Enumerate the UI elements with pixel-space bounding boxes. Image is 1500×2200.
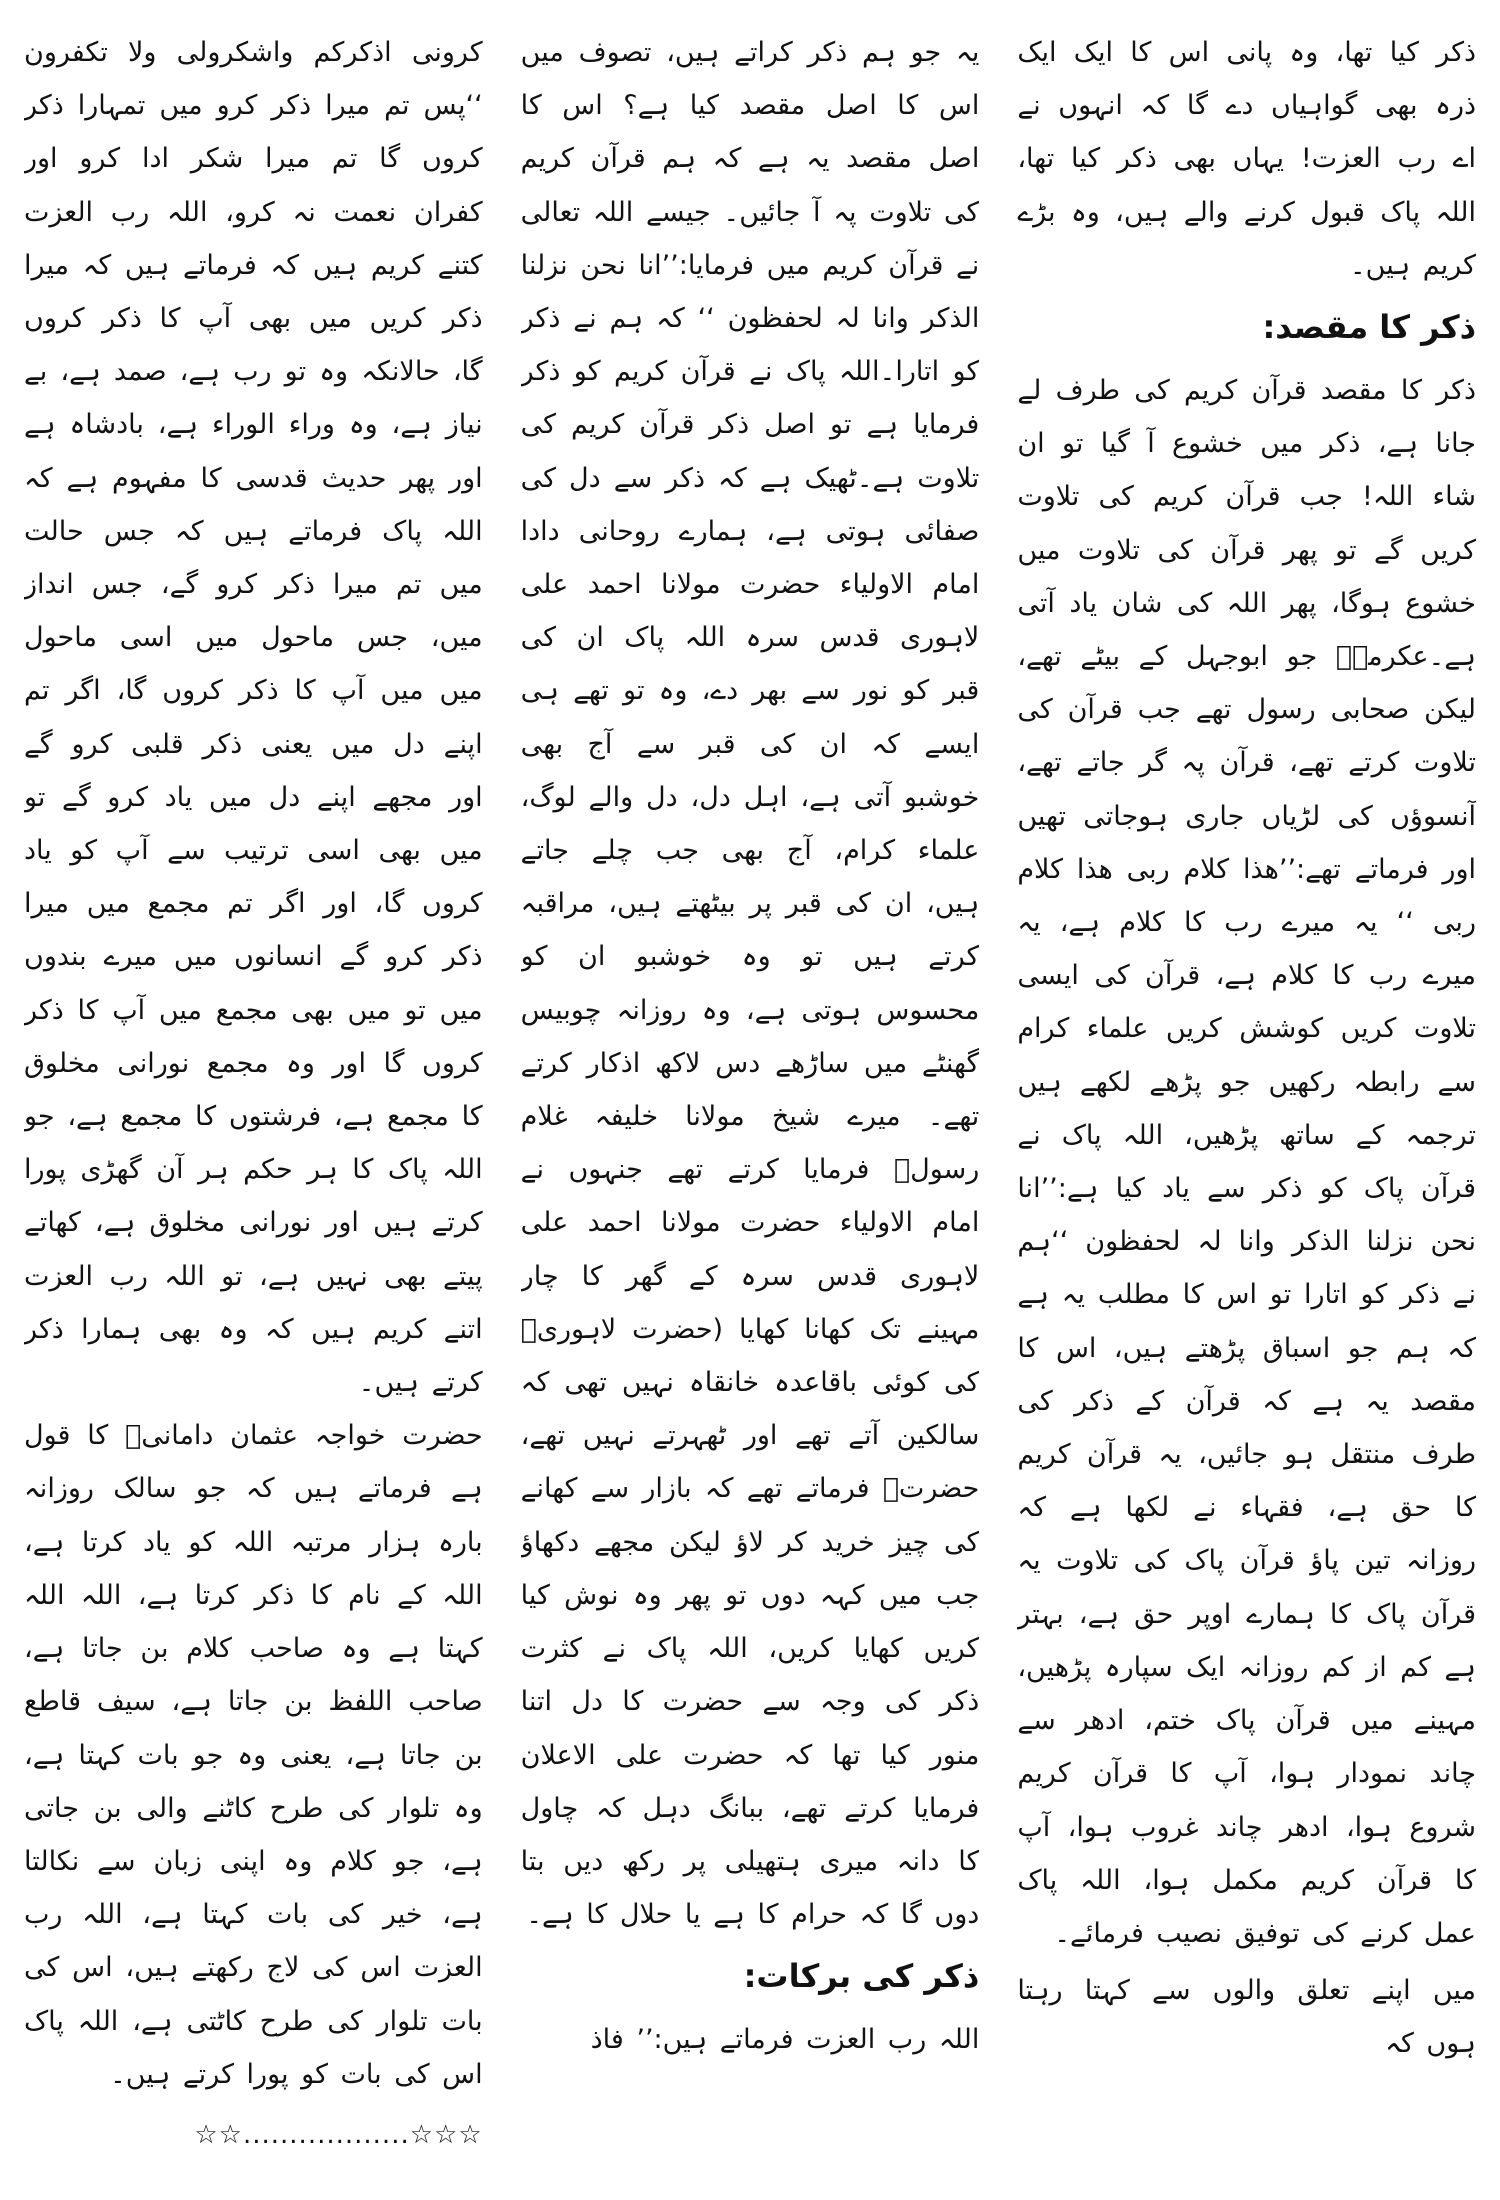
end-stars-divider: ☆☆..................☆☆☆: [194, 2119, 483, 2150]
column-right: [1017, 26, 1476, 2170]
middle-paragraph-2: اللہ رب العزت فرماتے ہیں:’’ فاذ: [590, 2024, 980, 2056]
section-heading-zikr-blessings: ذکر کی برکات:: [743, 1957, 980, 1996]
left-paragraph-1: کرونی اذکرکم واشکرولی ولا تکفرون ‘‘پس تم میرا ذکر کرو میں تمہارا ذکر کروں گا تم میرا شکر ادا کرو اور کفران نعمت نہ کرو، اللہ رب العزت کتنے کریم ہیں کہ فرماتے ہیں کہ میرا ذکر کریں میں بھی آپ کا ذکر کروں گا، حالانکہ وہ تو رب ہے، صمد ہے، بے نیاز ہے، وہ وراء الوراء ہے، بادشاہ ہے اور پھر حدیث قدسی کا مفہوم ہے کہ اللہ پاک فرماتے ہیں کہ جس حالت میں تم میرا ذکر کرو گے، جس انداز میں، جس ماحول میں اسی ماحول میں میں آپ کا ذکر کروں گا، اگر تم اپنے دل میں یعنی ذکر قلبی کرو گے اور مجھے اپنے دل میں یاد کرو گے تو میں بھی اسی ترتیب سے آپ کو یاد کروں گا، اور اگر تم مجمع میں میرا ذکر کرو گے انسانوں میں میرے بندوں میں تو میں بھی مجمع میں آپ کا ذکر کروں گا اور وہ مجمع نورانی مخلوق کا مجمع ہے، فرشتوں کا مجمع ہے، جو اللہ پاک کا ہر حکم ہر آن گھڑی پورا کرتے ہیں اور نورانی مخلوق ہے، کھاتے پیتے بھی نہیں ہے، تو اللہ رب العزت اتنے کریم ہیں کہ وہ بھی ہمارا ذکر کرتے ہیں۔: [23, 37, 483, 1399]
right-paragraph-2: ذکر کا مقصد قرآن کریم کی طرف لے جانا ہے، ذکر میں خشوع آ گیا تو ان شاء اللہ! جب قرآن کریم کی تلاوت کریں گے تو پھر قرآن کی تلاوت میں خشوع ہوگا، پھر اللہ کی شان یاد آتی ہے۔عکرمہؓ جو ابوجہل کے بیٹے تھے، لیکن صحابی رسول تھے جب قرآن کی تلاوت کرتے تھے، قرآن پہ گر جاتے تھے، آنسوؤں کی لڑیاں جاری ہوجاتی تھیں اور فرماتے تھے:’’ھذا کلام ربی ھذا کلام ربی ‘‘ یہ میرے رب کا کلام ہے، یہ میرے رب کا کلام ہے، قرآن کی ایسی تلاوت کریں کوشش کریں علماء کرام سے رابطہ رکھیں جو پڑھے لکھے ہیں ترجمہ کے ساتھ پڑھیں، اللہ پاک نے قرآن پاک کو ذکر سے یاد کیا ہے:’’انا نحن نزلنا الذکر وانا لہ لحفظون ‘‘ہم نے ذکر کو اتارا تو اس کا مطلب یہ ہے کہ ہم جو اسباق پڑھتے ہیں، اس کا مقصد یہ ہے کہ قرآن کے ذکر کی طرف منتقل ہو جائیں، یہ قرآن کریم کا حق ہے، فقہاء نے لکھا ہے کہ روزانہ تین پاؤ قرآن پاک کی تلاوت یہ قرآن پاک کا ہمارے اوپر حق ہے، بہتر ہے کم از کم روزانہ ایک سپارہ پڑھیں، مہینے میں قرآن پاک ختم، ادھر سے چاند نمودار ہوا، آپ کا قرآن کریم شروع ہوا، ادھر چاند غروب ہوا، آپ کا قرآن کریم مکمل ہوا، اللہ پاک عمل کرنے کی توفیق نصیب فرمائے۔: [1017, 375, 1476, 1949]
middle-paragraph-1: یہ جو ہم ذکر کراتے ہیں، تصوف میں اس کا اصل مقصد کیا ہے؟ اس کا اصل مقصد یہ ہے کہ ہم قرآن کریم کی تلاوت پہ آ جائیں۔ جیسے اللہ تعالی نے قرآن کریم میں فرمایا:’’انا نحن نزلنا الذکر وانا لہ لحفظون ‘‘ کہ ہم نے ذکر کو اتارا۔اللہ پاک نے قرآن کریم کو ذکر فرمایا ہے تو اصل ذکر قرآن کریم کی تلاوت ہے۔ٹھیک ہے کہ ذکر سے دل کی صفائی ہوتی ہے، ہمارے روحانی دادا امام الاولیاء حضرت مولانا احمد علی لاہوری قدس سرہ اللہ پاک ان کی قبر کو نور سے بھر دے، وہ تو تھے ہی ایسے کہ ان کی قبر سے آج بھی خوشبو آتی ہے، اہل دل، دل والے لوگ، علماء کرام، آج بھی جب چلے جاتے ہیں، ان کی قبر پر بیٹھتے ہیں، مراقبہ کرتے ہیں تو وہ خوشبو ان کو محسوس ہوتی ہے، وہ روزانہ چوبیس گھنٹے میں ساڑھے دس لاکھ اذکار کرتے تھے۔ میرے شیخ مولانا خلیفہ غلام رسولؒ فرمایا کرتے تھے جنہوں نے امام الاولیاء حضرت مولانا احمد علی لاہوری قدس سرہ کے گھر کا چار مہینے تک کھانا کھایا (حضرت لاہوریؒ کی کوئی باقاعدہ خانقاہ نہیں تھی کہ سالکین آتے تھے اور ٹھہرتے نہیں تھے، حضرتؒ فرماتے تھے کہ بازار سے کھانے کی چیز خرید کر لاؤ لیکن مجھے دکھاؤ جب میں کہہ دوں تو پھر وہ نوش کیا کریں کھایا کریں، اللہ پاک نے کثرت ذکر کی وجہ سے حضرت کا دل اتنا منور کیا تھا کہ حضرت علی الاعلان فرمایا کرتے تھے، ببانگ دہل کہ چاول کا دانہ میری ہتھیلی پر رکھ دیں بتا دوں گا کہ حرام کا ہے یا حلال کا ہے۔: [520, 37, 980, 1931]
column-middle: [521, 26, 980, 2170]
right-paragraph-3: میں اپنے تعلق والوں سے کہتا رہتا ہوں کہ: [1017, 1975, 1476, 2060]
section-heading-zikr-purpose: ذکر کا مقصد:: [1262, 308, 1476, 347]
left-paragraph-2: حضرت خواجہ عثمان دامانیؒ کا قول ہے فرماتے ہیں کہ جو سالک روزانہ بارہ ہزار مرتبہ اللہ کو یاد کرتا ہے، اللہ کے نام کا ذکر کرتا ہے، اللہ اللہ کہتا ہے وہ صاحب کلام بن جاتا ہے، صاحب اللفظ بن جاتا ہے، سیف قاطع بن جاتا ہے، یعنی وہ جو بات کہتا ہے، وہ تلوار کی طرح کاٹنے والی بن جاتی ہے، جو کلام وہ اپنی زبان سے نکالتا ہے، خیر کی بات کہتا ہے، اللہ رب العزت اس کی لاج رکھتے ہیں، اس کی بات تلوار کی طرح کاٹتی ہے، اللہ پاک اس کی بات کو پورا کرتے ہیں۔: [23, 1420, 483, 2090]
column-left: [24, 26, 483, 2170]
right-paragraph-1: ذکر کیا تھا، وہ پانی اس کا ایک ایک ذرہ بھی گواہیاں دے گا کہ انہوں نے اے رب العزت! یہاں بھی ذکر کیا تھا، اللہ پاک قبول کرنے والے ہیں، وہ بڑے کریم ہیں۔: [1017, 37, 1476, 281]
